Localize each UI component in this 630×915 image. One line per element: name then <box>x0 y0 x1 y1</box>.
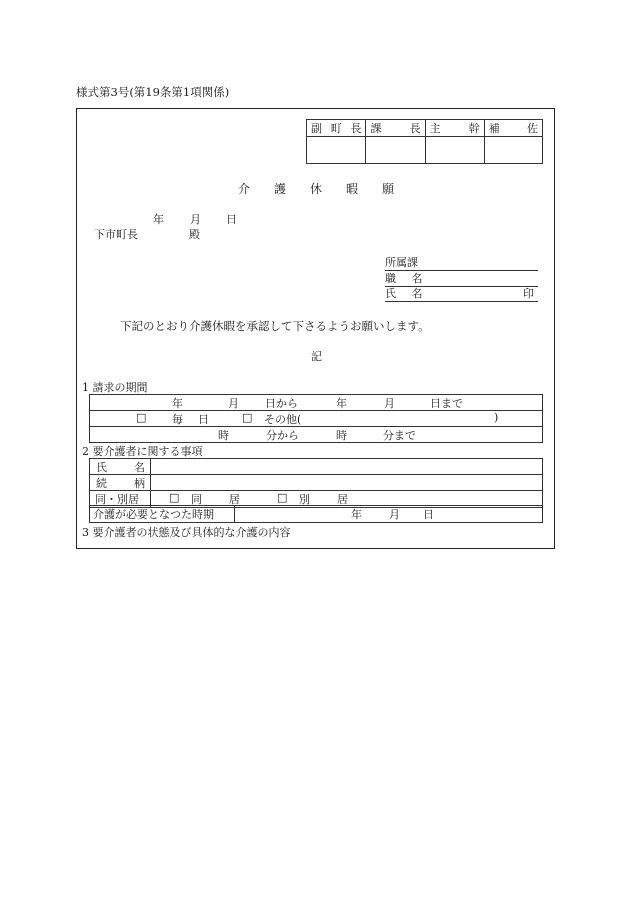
approval-stamp-box[interactable] <box>484 137 542 164</box>
approval-header-deputy-mayor: 副 町 長 <box>307 120 366 137</box>
section3-heading: 3 要介護者の状態及び具体的な介護の内容 <box>82 526 291 539</box>
recipient-name-input[interactable] <box>151 459 543 475</box>
section2-heading: 2 要介護者に関する事項 <box>82 445 203 458</box>
cohabit-separate-checkbox[interactable]: □ <box>277 491 288 504</box>
applicant-name-label: 氏 名 <box>385 287 429 300</box>
section1-heading: 1 請求の期間 <box>82 381 148 394</box>
relationship-input[interactable] <box>151 475 543 491</box>
form-number-label: 様式第3号(第19条第1項関係) <box>76 85 230 99</box>
other-checkbox[interactable]: □ <box>242 411 253 424</box>
relationship-row: 続 柄 <box>90 475 543 491</box>
care-recipient-table <box>89 458 543 508</box>
ki-label: 記 <box>311 350 322 363</box>
date-month: 月 <box>190 213 201 226</box>
period-type-row: □ 毎 日 □ その他( ) <box>90 411 543 427</box>
approval-stamp-box[interactable] <box>366 137 425 164</box>
cohabitation-row: 同・別居 □ 同 居 □ 別 居 <box>90 491 543 508</box>
applicant-position-label: 職 名 <box>385 272 429 285</box>
approval-header-supervisor: 主 幹 <box>425 120 484 137</box>
applicant-dept-field[interactable] <box>385 256 538 271</box>
recipient-name-row: 氏 名 <box>90 459 543 475</box>
care-start-table <box>89 505 543 523</box>
period-table <box>89 394 543 443</box>
request-body-text: 下記のとおり介護休暇を承認して下さるようお願いします。 <box>120 319 430 333</box>
approval-stamp-box[interactable] <box>307 137 366 164</box>
applicant-dept-label: 所属課 <box>385 256 418 269</box>
date-year: 年 <box>153 213 164 226</box>
period-date-row: 年 月 日から 年 月 日まで <box>90 395 543 411</box>
approval-header-assistant: 補 佐 <box>484 120 542 137</box>
date-day: 日 <box>226 213 237 226</box>
seal-mark: 印 <box>523 287 534 300</box>
daily-checkbox[interactable]: □ <box>136 411 147 424</box>
approval-table <box>306 119 543 164</box>
addressee-name: 下市町長 <box>94 228 138 241</box>
document-title: 介 護 休 暇 願 <box>238 182 395 196</box>
addressee-honorific: 殿 <box>189 228 200 241</box>
approval-stamp-box[interactable] <box>425 137 484 164</box>
care-start-row: 介護が必要となつた時期 年 月 日 <box>90 506 543 523</box>
cohabit-same-checkbox[interactable]: □ <box>169 491 180 504</box>
applicant-name-field[interactable] <box>385 287 538 302</box>
period-time-row: 時 分から 時 分まで <box>90 427 543 443</box>
approval-header-section-chief: 課 長 <box>366 120 425 137</box>
